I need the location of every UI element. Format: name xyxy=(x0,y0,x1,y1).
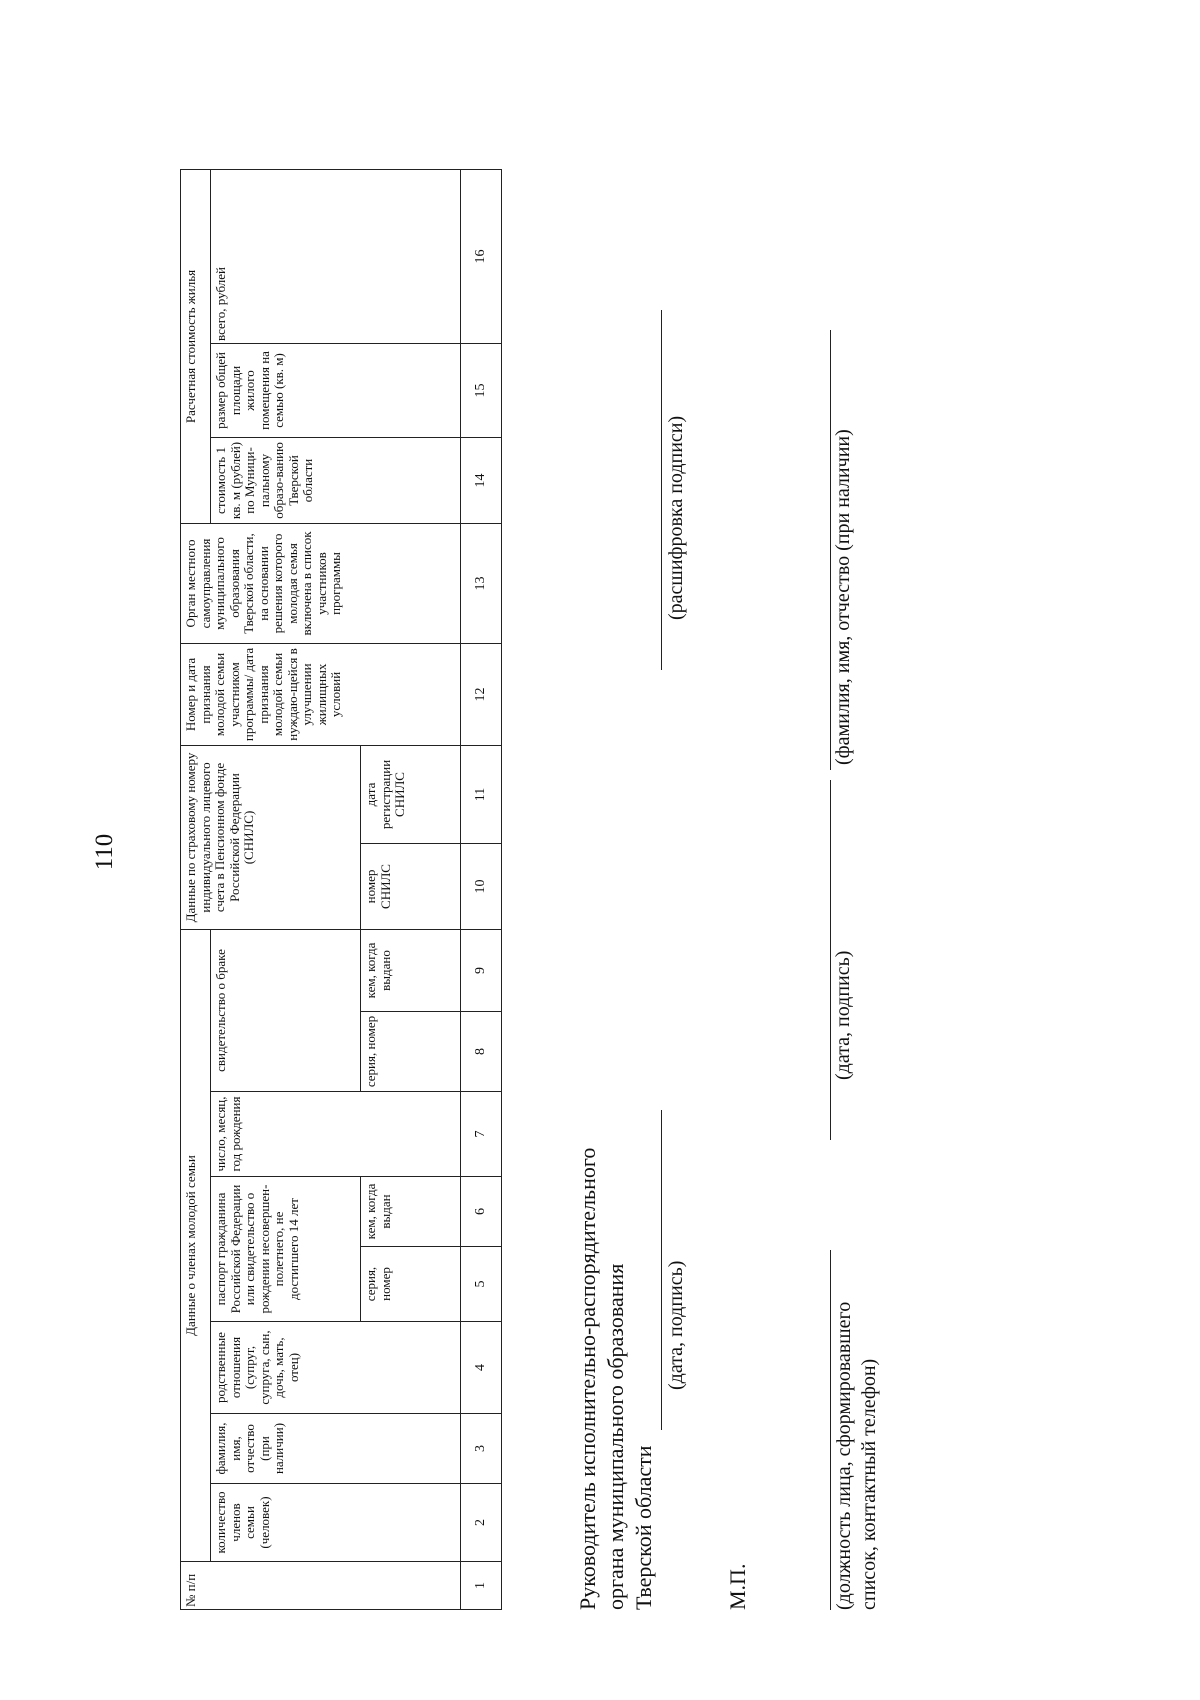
header-col-9: кем, когда выдано xyxy=(361,929,461,1011)
position-caption: (должность лица, сформировавшего список, контактный телефон) xyxy=(833,1301,880,1610)
column-number: 15 xyxy=(461,343,502,437)
decode-line xyxy=(661,310,662,670)
date-signature-caption: (дата, подпись) xyxy=(665,1260,687,1390)
header-marriage-group: свидетельство о браке xyxy=(211,929,361,1091)
header-col-11: дата регистрации СНИЛС xyxy=(361,745,461,843)
column-number: 9 xyxy=(461,929,502,1011)
header-col-5: серия, номер xyxy=(361,1247,461,1322)
header-col-10: номер СНИЛС xyxy=(361,843,461,929)
header-col-16: всего, рублей xyxy=(211,169,461,343)
date-signature-line xyxy=(830,780,831,1140)
column-number: 1 xyxy=(461,1562,502,1610)
header-col-4: родственные отношения (супруг, супруга, сын, дочь, мать, отец) xyxy=(211,1322,461,1414)
page-number: 110 xyxy=(91,833,118,871)
column-number: 6 xyxy=(461,1177,502,1247)
decode-caption: (расшифровка подписи) xyxy=(665,415,687,620)
header-family-group: Данные о членах молодой семьи xyxy=(181,929,211,1561)
column-number-row xyxy=(461,169,502,1609)
column-number: 16 xyxy=(461,169,502,343)
header-number: № п/п xyxy=(181,1562,461,1610)
column-number: 2 xyxy=(461,1484,502,1562)
family-register-table xyxy=(180,169,502,1610)
header-col-15: размер общей площади жилого помещения на семью (кв. м) xyxy=(211,343,461,437)
signatory-title-line2: органа муниципального образования xyxy=(603,1263,628,1610)
signatory-title-line3: Тверской области xyxy=(631,1445,656,1610)
column-number: 10 xyxy=(461,843,502,929)
header-col-8: серия, номер xyxy=(361,1012,461,1092)
position-line xyxy=(830,1250,831,1610)
date-signature-caption-2: (дата, подпись) xyxy=(832,950,854,1080)
header-snils-group: Данные по страховому номеру индивидуального лицевого счета в Пенсионном фонде Российской Федерации (СНИЛС) xyxy=(181,745,361,929)
fio-line xyxy=(830,330,831,770)
header-col-12: Номер и дата признания молодой семьи участником программы/ дата признания молодой семьи нуждаю-щейся в улучшении жилищных условий xyxy=(181,643,461,745)
stamp-place: М.П. xyxy=(725,1563,750,1610)
signatory-title-line1: Руководитель исполнительно-распорядительного xyxy=(575,1147,600,1610)
column-number: 7 xyxy=(461,1092,502,1177)
column-number: 12 xyxy=(461,643,502,745)
column-number: 5 xyxy=(461,1247,502,1322)
header-passport-group: паспорт гражданина Российской Федерации или свидетельство о рождении несовершен-полетнего, не достигшего 14 лет xyxy=(211,1177,361,1322)
signature-line xyxy=(661,1110,662,1430)
header-col-14: стоимость 1 кв. м (рублей) по Муници-пальному образо-ванию Тверской области xyxy=(211,437,461,523)
header-col-3: фамилия, имя, отчество (при наличии) xyxy=(211,1414,461,1484)
header-cost-group: Расчетная стоимость жилья xyxy=(181,169,211,523)
column-number: 8 xyxy=(461,1012,502,1092)
column-number: 3 xyxy=(461,1414,502,1484)
column-number: 13 xyxy=(461,523,502,643)
header-col-7: число, месяц, год рождения xyxy=(211,1092,461,1177)
fio-caption: (фамилия, имя, отчество (при наличии) xyxy=(832,429,854,765)
column-number: 4 xyxy=(461,1322,502,1414)
header-col-2: количество членов семьи (человек) xyxy=(211,1484,461,1562)
column-number: 14 xyxy=(461,437,502,523)
header-col-13: Орган местного самоуправления муниципального образования Тверской области, на основании решения которого молодая семья включена в список участников программы xyxy=(181,523,461,643)
header-col-6: кем, когда выдан xyxy=(361,1177,461,1247)
column-number: 11 xyxy=(461,745,502,843)
